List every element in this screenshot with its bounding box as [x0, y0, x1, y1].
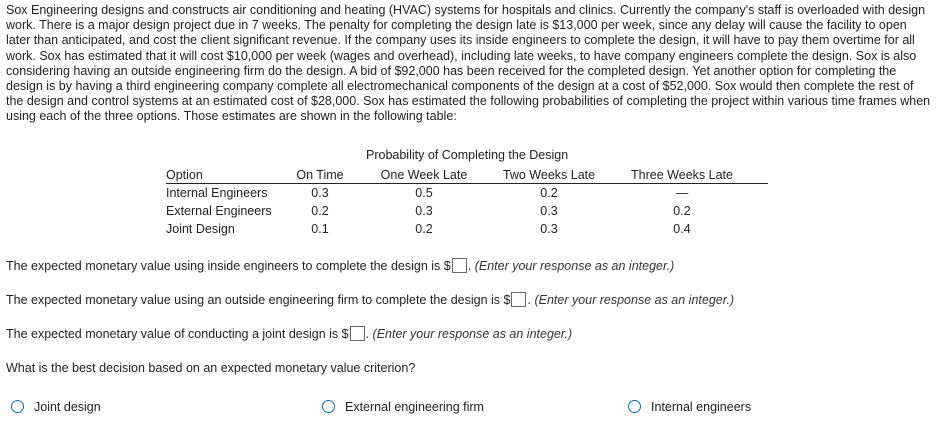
period: .: [467, 259, 472, 273]
problem-statement: Sox Engineering designs and constructs air conditioning and heating (HVAC) systems for hospitals and clinics. Currently the company's staff is overloaded with design work. There is a major design project due in 7 weeks. The penalty for completing the design late is $13,000 per week, since any delay will cause the facility to open later than anticipated, and cost the client significant revenue. If the company uses its inside engineers to complete the design, it will have to pay them overtime for all work. Sox has estimated that it will cost $10,000 per week (wages and overhead), including late weeks, to have company engineers complete the design. Sox is also considering having an outside engineering firm do the design. A bid of $92,000 has been received for the completed design. Yet another option for completing the design is by having a third engineering company complete all electromechanical components of the design at a cost of $52,000. Sox would then complete the rest of the design and control systems at an estimated cost of $28,000. Sox has estimated the following probabilities of completing the project within various time frames when using each of the three options. Those estimates are shown in the following table:: [6, 3, 931, 124]
table-header-row: [166, 166, 768, 184]
cell-one-week-late: 0.5: [415, 186, 433, 200]
radio-button-icon[interactable]: [11, 400, 24, 413]
header-option: Option: [166, 167, 203, 182]
choice-external-engineering-firm[interactable]: [322, 400, 484, 414]
answer-hint: (Enter your response as an integer.): [534, 293, 735, 307]
cell-on-time: 0.3: [311, 186, 329, 200]
table-row: [166, 184, 768, 203]
choice-label: External engineering firm: [345, 400, 484, 414]
cell-two-weeks-late: 0.2: [540, 186, 558, 200]
radio-button-icon[interactable]: [322, 400, 335, 413]
choice-internal-engineers[interactable]: [628, 400, 751, 414]
cell-option: External Engineers: [166, 204, 272, 218]
question-joint-design: [6, 326, 572, 341]
period: .: [527, 293, 531, 307]
table-row: [166, 220, 768, 238]
question-inside-engineers: [6, 258, 674, 273]
table-row: [166, 202, 768, 220]
header-one-week-late: One Week Late: [380, 167, 468, 182]
answer-hint: (Enter your response as an integer.): [474, 259, 675, 273]
choice-label: Internal engineers: [651, 400, 752, 414]
question-best-decision: What is the best decision based on an expected monetary value criterion?: [6, 361, 416, 375]
cell-option: Joint Design: [166, 222, 235, 236]
header-two-weeks-late: Two Weeks Late: [502, 167, 596, 182]
cell-two-weeks-late: 0.3: [540, 222, 558, 236]
question-text: The expected monetary value using inside engineers to complete the design is $: [6, 259, 451, 273]
cell-on-time: 0.1: [311, 222, 329, 236]
cell-on-time: 0.2: [311, 204, 329, 218]
header-three-weeks-late: Three Weeks Late: [631, 167, 733, 182]
probability-table: [166, 166, 768, 238]
choice-label: Joint design: [34, 400, 101, 414]
question-text: The expected monetary value using an outside engineering firm to complete the design is $: [6, 293, 511, 307]
cell-one-week-late: 0.3: [415, 204, 433, 218]
cell-two-weeks-late: 0.3: [540, 204, 558, 218]
cell-one-week-late: 0.2: [415, 222, 433, 236]
answer-input-outside-firm[interactable]: [511, 292, 526, 307]
cell-three-weeks-late: 0.2: [673, 204, 691, 218]
period: .: [365, 327, 370, 341]
question-text: The expected monetary value of conducting a joint design is $: [6, 327, 349, 341]
header-on-time: On Time: [296, 167, 344, 182]
answer-input-joint-design[interactable]: [350, 326, 365, 341]
answer-input-inside-engineers[interactable]: [452, 258, 467, 273]
choice-joint-design[interactable]: [11, 400, 101, 414]
cell-three-weeks-late: 0.4: [673, 222, 691, 236]
cell-three-weeks-late: —: [675, 186, 689, 200]
radio-button-icon[interactable]: [628, 400, 641, 413]
answer-hint: (Enter your response as an integer.): [372, 327, 573, 341]
question-outside-firm: [6, 292, 734, 307]
cell-option: Internal Engineers: [166, 186, 268, 200]
table-caption-text: Probability of Completing the Design: [366, 148, 569, 162]
